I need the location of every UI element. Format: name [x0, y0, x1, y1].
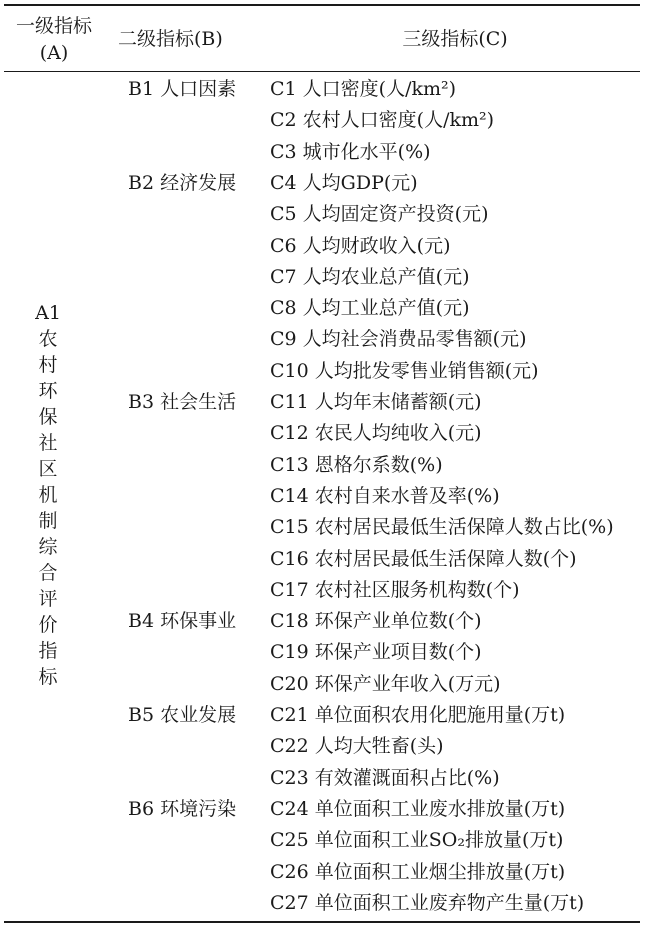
- level-c-item: C5 人均固定资产投资(元): [270, 203, 489, 226]
- a1-label-char: 评: [38, 588, 58, 610]
- level-b-item: B1 人口因素: [128, 78, 237, 100]
- a1-label-char: 环: [38, 380, 58, 402]
- level-c-item: C2 农村人口密度(人/km²): [270, 109, 495, 132]
- table-bottom-rule: [4, 921, 640, 923]
- a1-label-char: 区: [38, 458, 58, 480]
- table-top-rule: [4, 4, 640, 6]
- level-c-item: C8 人均工业总产值(元): [270, 297, 470, 320]
- level-c-item: C20 环保产业年收入(万元): [270, 672, 501, 695]
- level-c-item: C7 人均农业总产值(元): [270, 265, 470, 288]
- level-b-item: B4 环保事业: [128, 610, 237, 633]
- a1-label-char: 机: [38, 484, 58, 506]
- level-c-item: C10 人均批发零售业销售额(元): [270, 359, 539, 382]
- a1-label-char: 标: [38, 666, 58, 688]
- a1-label-char: 价: [38, 614, 58, 636]
- a1-label-char: 社: [38, 432, 58, 454]
- level-b-item: B6 环境污染: [128, 797, 237, 820]
- level-c-item: C9 人均社会消费品零售额(元): [270, 328, 527, 351]
- level-c-item: C21 单位面积农用化肥施用量(万t): [270, 704, 566, 726]
- level-c-item: C1 人口密度(人/km²): [270, 78, 457, 100]
- level-c-item: C27 单位面积工业废弃物产生量(万t): [270, 891, 585, 914]
- level-c-item: C12 农民人均纯收入(元): [270, 422, 482, 445]
- level-c-item: C16 农村居民最低生活保障人数(个): [270, 547, 577, 570]
- a1-label-char: 合: [38, 562, 58, 584]
- level-b-item: B3 社会生活: [128, 391, 237, 413]
- a1-label-char: A1: [35, 302, 61, 324]
- level-c-item: C13 恩格尔系数(%): [270, 453, 443, 476]
- level-c-item: C11 人均年末储蓄额(元): [270, 391, 482, 413]
- level-c-item: C25 单位面积工业SO₂排放量(万t): [270, 829, 564, 852]
- level-c-item: C17 农村社区服务机构数(个): [270, 578, 520, 601]
- level-c-item: C3 城市化水平(%): [270, 140, 431, 163]
- level-c-item: C18 环保产业单位数(个): [270, 610, 482, 633]
- a1-label-char: 综: [38, 536, 58, 558]
- header-level-a: 一级指标(A): [15, 15, 92, 64]
- level-c-item: C19 环保产业项目数(个): [270, 641, 482, 664]
- header-level-b: 二级指标(B): [118, 28, 223, 50]
- a1-label-char: 村: [38, 354, 58, 376]
- a1-label-char: 保: [38, 406, 58, 428]
- level-c-item: C14 农村自来水普及率(%): [270, 484, 500, 507]
- level-b-item: B5 农业发展: [128, 704, 237, 726]
- level-c-item: C6 人均财政收入(元): [270, 234, 451, 257]
- level-c-item: C15 农村居民最低生活保障人数占比(%): [270, 516, 614, 539]
- level-c-item: C23 有效灌溉面积占比(%): [270, 766, 500, 789]
- a1-label-char: 制: [38, 510, 58, 532]
- a1-indicator-label: [28, 300, 68, 690]
- a1-label-char: 农: [38, 328, 58, 350]
- level-b-item: B2 经济发展: [128, 171, 237, 194]
- header-level-c: 三级指标(C): [402, 28, 508, 50]
- a1-label-char: 指: [38, 640, 58, 662]
- level-c-item: C22 人均大牲畜(头): [270, 735, 444, 758]
- level-c-item: C4 人均GDP(元): [270, 171, 418, 194]
- level-c-item: C24 单位面积工业废水排放量(万t): [270, 797, 566, 820]
- table-header-rule: [4, 71, 640, 72]
- level-c-item: C26 单位面积工业烟尘排放量(万t): [270, 860, 566, 883]
